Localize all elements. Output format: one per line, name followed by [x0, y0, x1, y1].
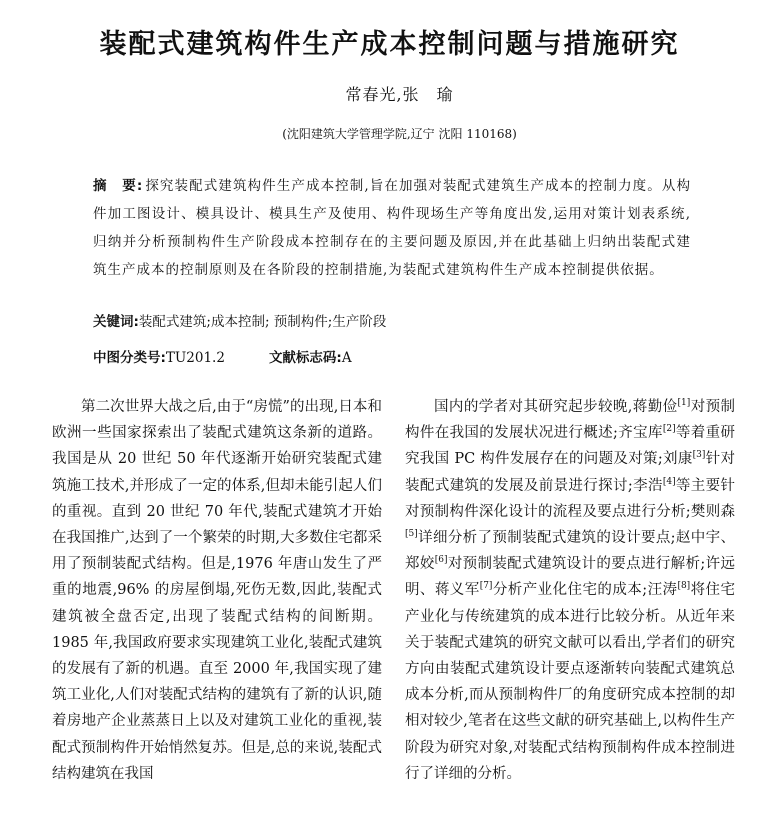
citation-5[interactable]: [5] — [405, 529, 418, 540]
citation-3[interactable]: [3] — [692, 450, 706, 461]
citation-8[interactable]: [8] — [677, 581, 691, 592]
citation-4[interactable]: [4] — [662, 476, 676, 487]
doc-code-label: 文献标志码: — [268, 350, 342, 366]
body-text: 对预制构件在我国的发展状况进行概述;齐宝库 — [405, 399, 736, 442]
keywords-text: 装配式建筑;成本控制; 预制构件;生产阶段 — [138, 314, 387, 330]
body-text: 对预制装配式建筑设计的要点进行解析;许远明、蒋义军 — [405, 556, 735, 599]
citation-1[interactable]: [1] — [677, 398, 691, 409]
citation-6[interactable]: [6] — [434, 555, 448, 566]
body-text: 针对装配式建筑的发展及前景进行探讨;李浩 — [405, 451, 736, 494]
citation-2[interactable]: [2] — [662, 424, 676, 435]
abstract-text: 探究装配式建筑构件生产成本控制,旨在加强对装配式建筑生产成本的控制力度。从构件加工图设计、模具设计、模具生产及使用、构件现场生产等角度出发,运用对策计划表系统,归纳并分析预制构件生产阶段成本控制存在的主要问题及原因,并在此基础上归纳出装配式建筑生产成本的控制原则及在各阶段的控制措施,为装配式建筑构件生产成本控制提供依据。 — [93, 178, 691, 278]
body-text: 详细分析了预制装配式建筑的设计要点;赵中宇、郑姣 — [405, 530, 735, 573]
clc-label: 中图分类号: — [93, 350, 166, 366]
classification-line — [93, 346, 691, 370]
paper-title: 装配式建筑构件生产成本控制问题与措施研究 — [99, 29, 680, 60]
body-column-left — [52, 394, 382, 787]
abstract-label: 摘 要: — [93, 178, 144, 194]
body-paragraph: 第二次世界大战之后,由于“房慌”的出现,日本和欧洲一些国家探索出了装配式建筑这条新的道路。我国是从 20 世纪 50 年代逐渐开始研究装配式建筑施工技术,并形成了一定的体系,但却未能引起人们的重视。直到 20 世纪 70 年代,装配式建筑才开始在我国推广,达到了一个繁荣的时期,大多数住宅都采用了预制装配式结构。但是,1976 年唐山发生了严重的地震,96% 的房屋倒塌,死伤无数,因此,装配式建筑被全盘否定,出现了装配式结构的间断期。1985 年,我国政府要求实现建筑工业化,装配式建筑的发展有了新的机遇。直至 2000 年,我国实现了建筑工业化,人们对装配式结构的建筑有了新的认识,随着房地产企业蒸蒸日上以及对建筑工业化的重视,装配式预制构件开始悄然复苏。但是,总的来说,装配式结构建筑在我国 — [52, 399, 382, 782]
body-paragraph — [405, 394, 735, 787]
body-text: 国内的学者对其研究起步较晚,蒋勤俭 — [434, 399, 678, 415]
keywords-label: 关键词: — [93, 314, 139, 330]
abstract — [93, 172, 691, 284]
body-column-right — [405, 394, 735, 787]
affiliation: (沈阳建筑大学管理学院,辽宁 沈阳 110168) — [282, 127, 517, 141]
doc-code-value: A — [341, 350, 352, 366]
body-text: 等着重研究我国 PC 构件发展存在的问题及对策;刘康 — [405, 425, 736, 468]
body-text: 将住宅产业化与传统建筑的成本进行比较分析。从近年来关于装配式建筑的研究文献可以看出,学者们的研究方向由装配式建筑设计要点逐渐转向装配式建筑总成本分析,而从预制构件厂的角度研究成本控制的却相对较少,笔者在这些文献的研究基础上,以构件生产阶段为研究对象,对装配式结构预制构件成本控制进行了详细的分析。 — [405, 582, 735, 782]
clc-value: TU201.2 — [165, 350, 225, 366]
citation-7[interactable]: [7] — [479, 581, 493, 592]
body-text: 等主要针对预制构件深化设计的流程及要点进行分析;樊则森 — [405, 477, 736, 520]
keywords — [93, 310, 691, 334]
body-text: 分析产业化住宅的成本;汪涛 — [492, 582, 678, 599]
authors: 常春光,张 瑜 — [345, 85, 454, 104]
